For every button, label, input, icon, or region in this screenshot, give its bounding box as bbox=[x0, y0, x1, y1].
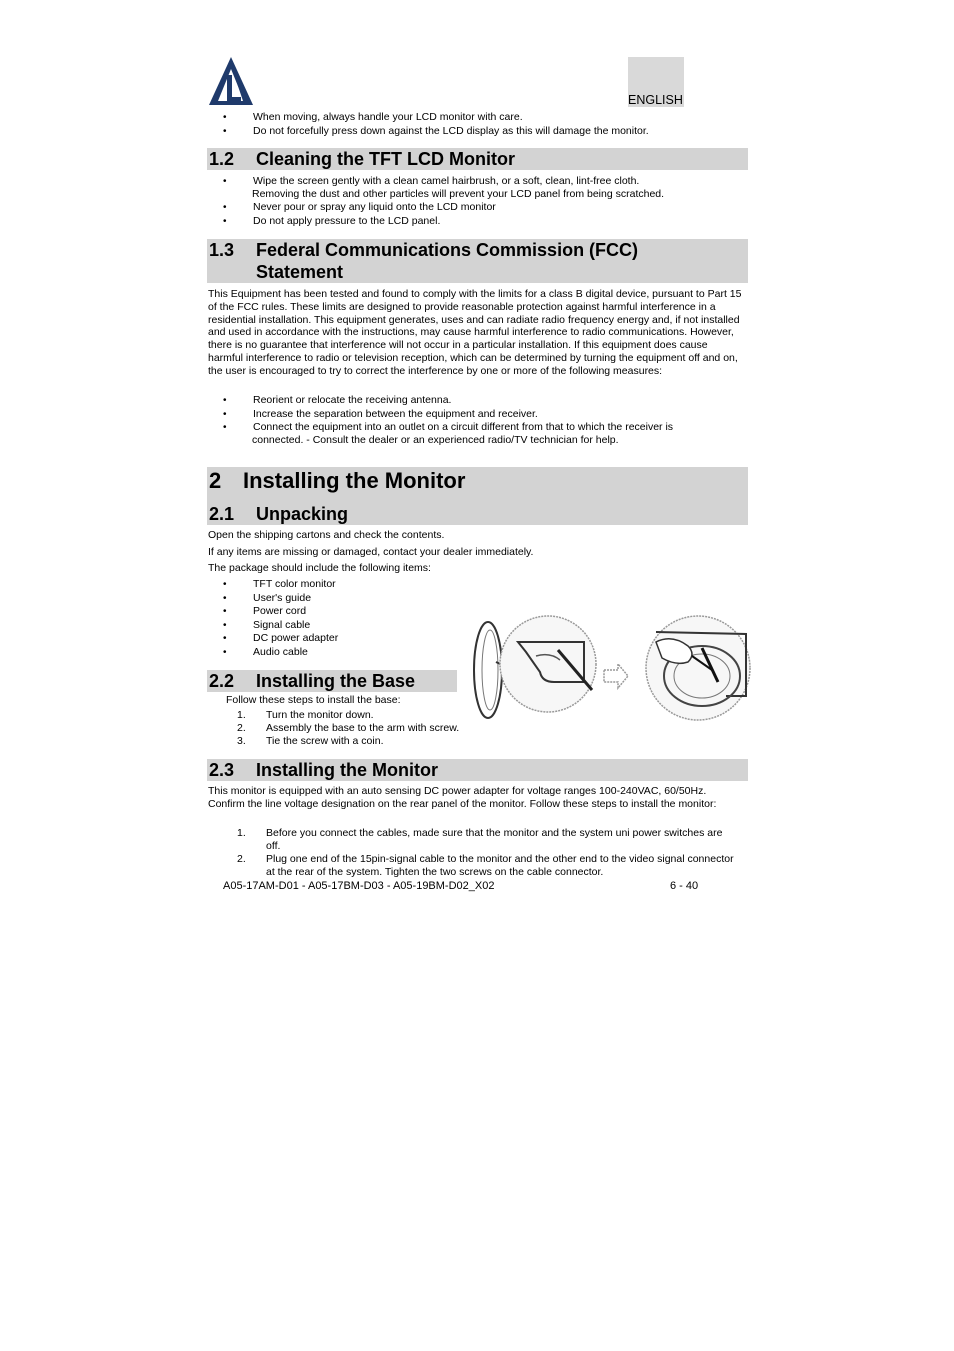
cleaning-bullet-list bbox=[207, 175, 748, 189]
list-item: • Never pour or spray any liquid onto the LCD monitor bbox=[207, 201, 748, 215]
list-item: • Signal cable bbox=[207, 619, 467, 633]
section-number: 1.2 bbox=[209, 149, 235, 169]
section-title: Installing the Base bbox=[256, 671, 416, 691]
atlantis-logo-icon bbox=[207, 55, 255, 107]
unpacking-line-3: The package should include the following items: bbox=[208, 562, 431, 574]
base-intro: Follow these steps to install the base: bbox=[226, 694, 401, 706]
list-item-continuation: connected. - Consult the dealer or an experienced radio/TV technician for help. bbox=[252, 434, 619, 446]
install-steps-list bbox=[208, 827, 738, 879]
step-text: Plug one end of the 15pin-signal cable to the monitor and the other end to the video signal connector at the rear of the system. Tighten the two screws on the cable connector. bbox=[266, 853, 734, 878]
list-item: • Wipe the screen gently with a clean camel hairbrush, or a soft, clean, lint-free cloth. bbox=[207, 175, 748, 189]
section-title: Installing the Monitor bbox=[256, 760, 438, 780]
list-item bbox=[208, 735, 508, 748]
section-number: 2.1 bbox=[209, 504, 235, 524]
list-item: • Reorient or relocate the receiving antenna. bbox=[207, 394, 748, 408]
list-item bbox=[208, 709, 508, 722]
list-item bbox=[208, 853, 738, 879]
section-title-line2: Statement bbox=[256, 262, 344, 282]
step-text: Before you connect the cables, made sure that the monitor and the system uni power switches are off. bbox=[266, 827, 723, 852]
list-item: • TFT color monitor bbox=[207, 578, 467, 592]
step-text: Assembly the base to the arm with screw. bbox=[266, 722, 460, 734]
section-title-line1: Federal Communications Commission (FCC) bbox=[256, 240, 639, 260]
package-contents-list bbox=[207, 578, 467, 659]
handling-bullet-list bbox=[207, 111, 748, 138]
list-item-continuation: Removing the dust and other particles will prevent your LCD panel from being scratched. bbox=[252, 188, 665, 200]
list-item: • User's guide bbox=[207, 592, 467, 606]
list-item: • Connect the equipment into an outlet on a circuit different from that to which the receiver is bbox=[207, 421, 748, 435]
section-number: 1.3 bbox=[209, 240, 235, 260]
footer-page-number: 6 - 40 bbox=[670, 880, 699, 892]
list-item bbox=[208, 827, 738, 853]
step-number: 2. bbox=[237, 853, 246, 865]
step-text: Turn the monitor down. bbox=[266, 709, 374, 721]
base-steps-list bbox=[208, 709, 508, 748]
list-item: • Audio cable bbox=[207, 646, 467, 660]
section-number: 2.2 bbox=[209, 671, 235, 691]
unpacking-line-1: Open the shipping cartons and check the contents. bbox=[208, 529, 445, 541]
section-title: Unpacking bbox=[256, 504, 349, 524]
step-number: 3. bbox=[237, 735, 246, 747]
footer-model-codes: A05-17AM-D01 - A05-17BM-D03 - A05-19BM-D02_X02 bbox=[223, 880, 495, 892]
fcc-measures-list bbox=[207, 394, 748, 435]
step-number: 1. bbox=[237, 709, 246, 721]
section-number: 2.3 bbox=[209, 760, 235, 780]
list-item: • Do not forcefully press down against the LCD display as this will damage the monitor. bbox=[207, 125, 748, 139]
section-heading-1-2 bbox=[207, 148, 748, 170]
section-heading-2-2 bbox=[207, 670, 457, 692]
step-number: 1. bbox=[237, 827, 246, 839]
fcc-paragraph: This Equipment has been tested and found to comply with the limits for a class B digital device, pursuant to Part 15 of the FCC rules. These limits are designed to provide reasonable protection against harmful interference in a residential installation. This equipment generates, uses and can radiate radio frequency energy and, if not installed and used in accordance with the instructions, may cause harmful interference to radio communications. However, there is no guarantee that interference will not occur in a particular installation. If this equipment does cause harmful interference to radio or television reception, which can be determined by turning the equipment off and on, the user is encouraged to try to correct the interference by one or more of the following measures: bbox=[208, 288, 742, 377]
chapter-title: Installing the Monitor bbox=[243, 468, 466, 493]
language-label: ENGLISH bbox=[628, 93, 683, 107]
step-text: Tie the screw with a coin. bbox=[266, 735, 384, 747]
unpacking-line-2: If any items are missing or damaged, contact your dealer immediately. bbox=[208, 546, 534, 558]
list-item: • DC power adapter bbox=[207, 632, 467, 646]
cleaning-bullet-list-2 bbox=[207, 201, 748, 228]
chapter-heading-2 bbox=[209, 467, 465, 495]
list-item bbox=[208, 722, 508, 735]
list-item: • Power cord bbox=[207, 605, 467, 619]
chapter-number: 2 bbox=[209, 468, 222, 493]
list-item: • Do not apply pressure to the LCD panel. bbox=[207, 215, 748, 229]
install-paragraph: This monitor is equipped with an auto sensing DC power adapter for voltage ranges 100-240VAC, 60/50Hz. Confirm the line voltage designation on the rear panel of the monitor. Follow these steps to install the monitor: bbox=[208, 785, 717, 810]
section-heading-2-3 bbox=[207, 759, 748, 781]
list-item: • When moving, always handle your LCD monitor with care. bbox=[207, 111, 748, 125]
base-installation-illustration bbox=[466, 612, 752, 724]
section-heading-2-1 bbox=[207, 503, 348, 525]
section-heading-1-3 bbox=[207, 239, 748, 283]
list-item: • Increase the separation between the equipment and receiver. bbox=[207, 408, 748, 422]
section-title: Cleaning the TFT LCD Monitor bbox=[256, 149, 515, 169]
step-number: 2. bbox=[237, 722, 246, 734]
